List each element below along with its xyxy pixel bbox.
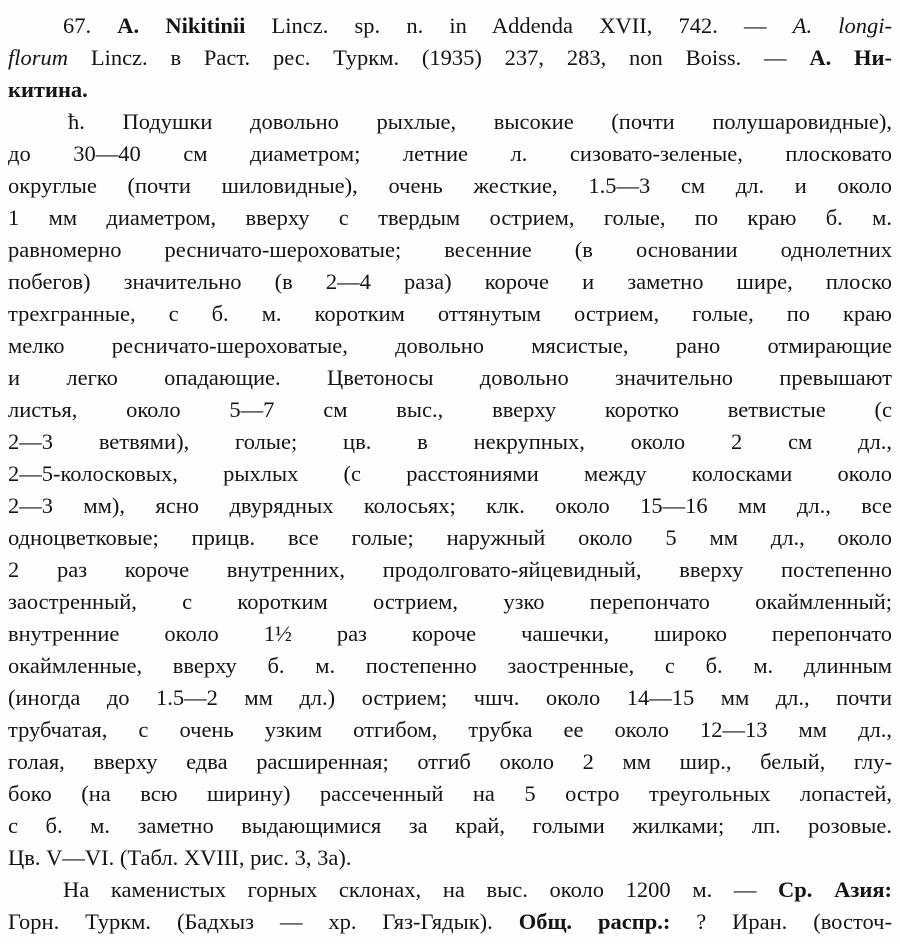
- description-line: 1 мм диаметром, вверху с твердым острием, голые, по краю б. м.: [8, 205, 892, 230]
- description-line: трубчатая, с очень узким отгибом, трубка ее около 12—13 мм дл.,: [8, 717, 892, 742]
- synonym-name-part1: A. longi-: [792, 13, 892, 38]
- russian-name-part1: А. Ни-: [809, 45, 892, 70]
- description-line: голая, вверху едва расширенная; отгиб около 2 мм шир., белый, глу-: [8, 749, 892, 774]
- distribution-text: ? Иран. (восточ-: [670, 909, 892, 934]
- description-line: окаймленные, вверху б. м. постепенно заостренные, с б. м. длинным: [8, 653, 892, 678]
- description-line: 2—5-колосковых, рыхлых (с расстояниями между колосками около: [8, 461, 892, 486]
- entry-heading-line-1: [8, 10, 892, 42]
- description-line: трехгранные, с б. м. коротким оттянутым острием, голые, по краю: [8, 301, 892, 326]
- synonym-name-part2: florum: [8, 45, 69, 70]
- citation-text: Lincz. sp. n. in Addenda XVII, 742. —: [245, 13, 793, 38]
- synonym-citation: Lincz. в Раст. рес. Туркм. (1935) 237, 283, non Boiss. —: [68, 45, 810, 70]
- description-line: 2—3 мм), ясно двурядных колосьях; клк. около 15—16 мм дл., все: [8, 493, 892, 518]
- habitat-line-1: [8, 874, 892, 906]
- entry-number: 67.: [63, 13, 92, 38]
- distribution-label: Общ. распр.:: [518, 909, 671, 934]
- description-line: ћ. Подушки довольно рыхлые, высокие (почти полушаровидные),: [68, 109, 892, 134]
- locality-text: Горн. Туркм. (Бадхыз — хр. Гяз-Гядык).: [8, 909, 519, 934]
- russian-name-part2: китина.: [8, 77, 88, 102]
- entry-heading-line-3: [8, 74, 892, 106]
- description-line: до 30—40 см диаметром; летние л. сизовато-зеленые, плосковато: [8, 141, 892, 166]
- description-line: листья, около 5—7 см выс., вверху коротко ветвистые (с: [8, 397, 892, 422]
- description-line-last: Цв. V—VI. (Табл. XVIII, рис. 3, 3а).: [8, 845, 352, 870]
- species-name: A. Nikitinii: [117, 13, 246, 38]
- habitat-text: На каменистых горных склонах, на выс. около 1200 м. —: [63, 877, 779, 902]
- description-line: одноцветковые; прицв. все голые; наружный около 5 мм дл., около: [8, 525, 892, 550]
- description-line: и легко опадающие. Цветоносы довольно значительно превышают: [8, 365, 892, 390]
- description-line: округлые (почти шиловидные), очень жесткие, 1.5—3 см дл. и около: [8, 173, 892, 198]
- description-line: мелко ресничато-шероховатые, довольно мясистые, рано отмирающие: [8, 333, 892, 358]
- region-label: Ср. Азия:: [778, 877, 892, 902]
- description-line: боко (на всю ширину) рассеченный на 5 остро треугольных лопастей,: [8, 781, 892, 806]
- description-line: 2—3 ветвями), голые; цв. в некрупных, около 2 см дл.,: [8, 429, 892, 454]
- description-line: внутренние около 1½ раз короче чашечки, широко перепончато: [8, 621, 892, 646]
- habitat-line-2: [8, 906, 892, 938]
- description-line: 2 раз короче внутренних, продолговато-яйцевидный, вверху постепенно: [8, 557, 892, 582]
- description-line: с б. м. заметно выдающимися за край, голыми жилками; лп. розовые.: [8, 813, 892, 838]
- description-line: побегов) значительно (в 2—4 раза) короче и заметно шире, плоско: [8, 269, 892, 294]
- description-line: заостренный, с коротким острием, узко перепончато окаймленный;: [8, 589, 892, 614]
- entry-heading-line-2: [8, 42, 892, 74]
- description-line: (иногда до 1.5—2 мм дл.) острием; чшч. около 14—15 мм дл., почти: [8, 685, 892, 710]
- description-line: равномерно ресничато-шероховатые; весенние (в основании однолетних: [8, 237, 892, 262]
